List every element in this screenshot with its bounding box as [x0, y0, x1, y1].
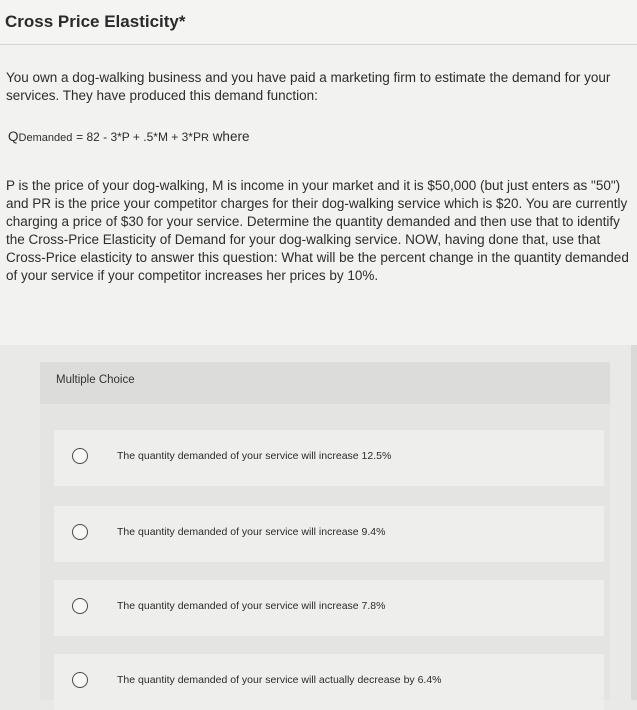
choice-text: The quantity demanded of your service will increase 7.8% — [117, 600, 386, 612]
choice-text: The quantity demanded of your service will increase 12.5% — [117, 450, 392, 462]
formula-tail: where — [212, 129, 250, 144]
formula-q-sub: Demanded — [18, 132, 73, 144]
radio-button[interactable] — [72, 672, 88, 688]
choice-text: The quantity demanded of your service will increase 9.4% — [117, 526, 386, 538]
choice-option-2[interactable] — [54, 506, 604, 562]
formula-equation: = 82 - 3*P + .5*M + 3*P — [76, 130, 201, 144]
question-text: P is the price of your dog-walking, M is income in your market and it is $50,000 (but just enters as "50") and PR is the price your competitor charges for their dog-walking service which is $20. You are currently charging a price of $30 for your service. Determine the quantity demanded and then use that to identify the Cross-Price Elasticity of Demand for your dog-walking service. NOW, having done that, use that Cross-Price elasticity to answer this question: What will be the percent change in the quantity demanded of your service if your competitor increases her prices by 10%. — [6, 178, 629, 283]
multiple-choice-panel — [40, 362, 610, 700]
radio-button[interactable] — [72, 598, 88, 614]
demand-formula — [8, 129, 249, 144]
multiple-choice-header — [40, 362, 610, 404]
choice-text: The quantity demanded of your service will actually decrease by 6.4% — [117, 674, 442, 686]
question-body — [0, 45, 637, 345]
choice-option-1[interactable] — [54, 430, 604, 486]
radio-button[interactable] — [72, 524, 88, 540]
scrollbar[interactable] — [631, 345, 637, 700]
question-title: Cross Price Elasticity* — [5, 12, 186, 31]
title-bar — [0, 0, 637, 45]
formula-q: Q — [8, 129, 19, 144]
radio-button[interactable] — [72, 448, 88, 464]
formula-p-sub: R — [200, 132, 209, 144]
choice-option-3[interactable] — [54, 580, 604, 636]
intro-text: You own a dog-walking business and you have paid a marketing firm to estimate the demand for your services. They have produced this demand function: — [6, 70, 611, 103]
multiple-choice-label: Multiple Choice — [56, 374, 135, 386]
choice-option-4[interactable] — [54, 654, 604, 710]
